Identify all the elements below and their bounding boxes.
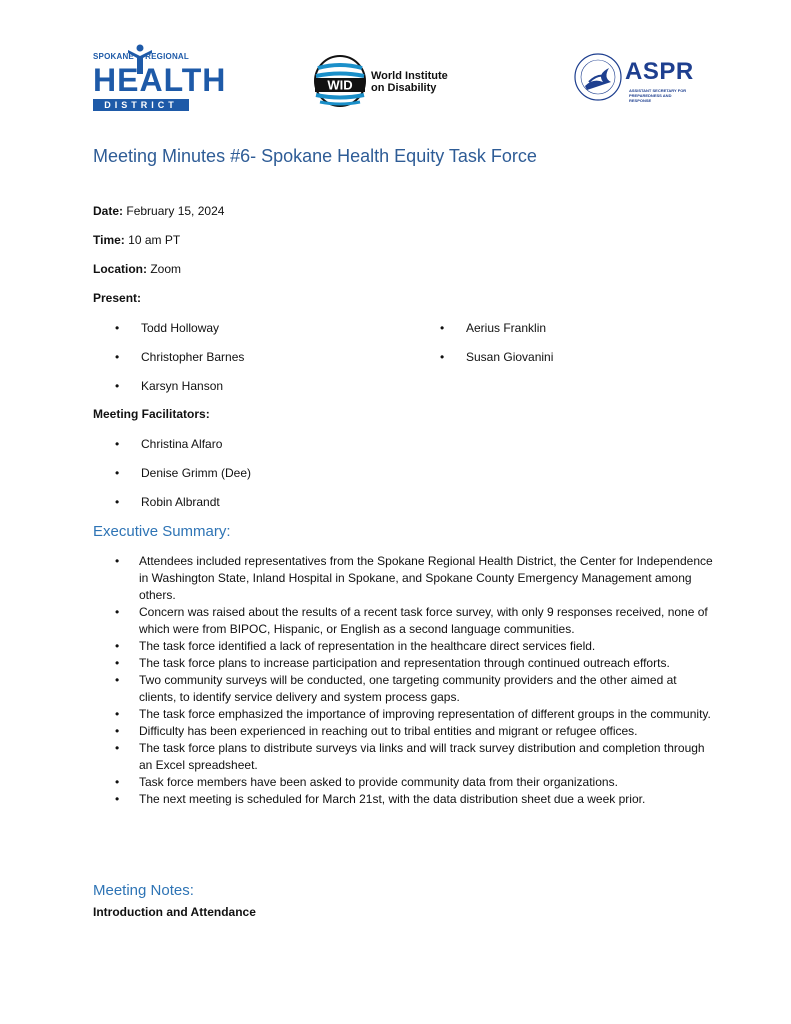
- list-item: • Todd Holloway: [115, 320, 244, 349]
- hhs-seal-icon: [573, 52, 623, 102]
- date-line: [93, 204, 224, 218]
- list-item: • Karsyn Hanson: [115, 378, 244, 407]
- location-line: [93, 262, 181, 276]
- list-item: • Christina Alfaro: [115, 436, 251, 465]
- location-value: Zoom: [150, 262, 182, 276]
- srhd-main-text: HEALTH: [93, 62, 227, 98]
- list-item: • Denise Grimm (Dee): [115, 465, 251, 494]
- aspr-word: ASPR: [625, 58, 694, 85]
- list-item: • Robin Albrandt: [115, 494, 251, 523]
- list-item: • The task force identified a lack of representation in the healthcare direct services field.: [115, 638, 715, 655]
- wid-line2: on Disability: [371, 82, 437, 94]
- facilitators-label: Meeting Facilitators:: [93, 407, 210, 421]
- srhd-logo: [93, 44, 227, 110]
- list-item: • The task force plans to distribute surveys via links and will track survey distribution and completion through an Excel spreadsheet.: [115, 740, 715, 774]
- aspr-subtitle: ASSISTANT SECRETARY FOR PREPAREDNESS AND RESPONSE: [629, 88, 687, 103]
- date-value: February 15, 2024: [126, 204, 225, 218]
- present-label: Present:: [93, 291, 142, 305]
- globe-icon: [313, 54, 367, 108]
- time-label: Time:: [93, 233, 125, 247]
- wid-logo: [313, 54, 463, 110]
- list-item: • The task force emphasized the importance of improving representation of different groups in the community.: [115, 706, 715, 723]
- meeting-notes-heading: Meeting Notes:: [93, 882, 194, 899]
- list-item: • The next meeting is scheduled for March 21st, with the data distribution sheet due a week prior.: [115, 791, 715, 808]
- list-item: • Task force members have been asked to provide community data from their organizations.: [115, 774, 715, 791]
- wid-mark: WID: [327, 77, 353, 93]
- list-item: • The task force plans to increase participation and representation through continued outreach efforts.: [115, 655, 715, 672]
- present-list-right: [440, 320, 553, 378]
- srhd-arc-right: REGIONAL: [145, 52, 189, 61]
- time-line: [93, 233, 180, 247]
- wid-line1: World Institute: [371, 70, 448, 82]
- present-list-left: [115, 320, 244, 407]
- srhd-district-bar: DISTRICT: [93, 99, 189, 111]
- list-item: • Difficulty has been experienced in reaching out to tribal entities and migrant or refugee offices.: [115, 723, 715, 740]
- list-item: • Aerius Franklin: [440, 320, 553, 349]
- logo-row: [0, 42, 791, 112]
- aspr-logo: [573, 52, 693, 108]
- list-item: • Concern was raised about the results of a recent task force survey, with only 9 responses received, none of which were from BIPOC, Hispanic, or English as a second language communities.: [115, 604, 715, 638]
- executive-summary-heading: Executive Summary:: [93, 523, 231, 540]
- date-label: Date:: [93, 204, 124, 218]
- list-item: • Attendees included representatives from the Spokane Regional Health District, the Center for Independence in Washington State, Inland Hospital in Spokane, and Spokane County Emergency Management among others.: [115, 553, 715, 604]
- list-item: • Susan Giovanini: [440, 349, 553, 378]
- srhd-arc-left: SPOKANE: [93, 52, 134, 61]
- time-value: 10 am PT: [128, 233, 181, 247]
- list-item: • Two community surveys will be conducted, one targeting community providers and the other aimed at clients, to identify service delivery and system process gaps.: [115, 672, 715, 706]
- page-title: Meeting Minutes #6- Spokane Health Equity Task Force: [93, 146, 537, 166]
- intro-attendance-heading: Introduction and Attendance: [93, 905, 256, 919]
- location-label: Location:: [93, 262, 147, 276]
- executive-summary-list: [115, 553, 715, 808]
- list-item: • Christopher Barnes: [115, 349, 244, 378]
- facilitators-list: [115, 436, 251, 523]
